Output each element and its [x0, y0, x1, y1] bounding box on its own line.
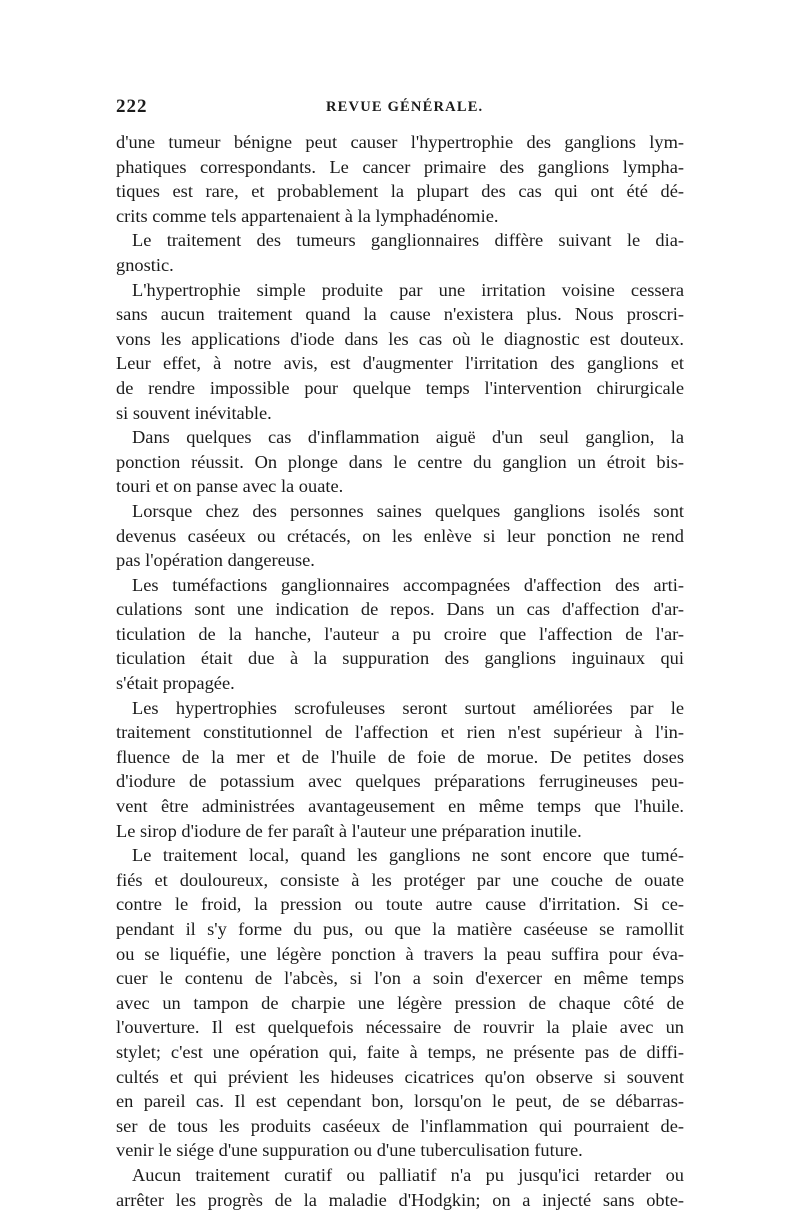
text-line: contre le froid, la pression ou toute autre cause d'irritation. Si ce- [116, 894, 684, 915]
text-line: L'hypertrophie simple produite par une irritation voisine cessera [132, 279, 684, 300]
text-line: traitement constitutionnel de l'affection et rien n'est supérieur à l'in- [116, 722, 684, 743]
paragraph [116, 425, 684, 499]
paragraph [116, 278, 684, 426]
running-title: REVUE GÉNÉRALE. [326, 99, 484, 115]
text-line: Le traitement local, quand les ganglions ne sont encore que tumé- [132, 845, 684, 866]
text-line: Les tuméfactions ganglionnaires accompagnées d'affection des arti- [132, 574, 684, 595]
text-line: tiques est rare, et probablement la plupart des cas qui ont été dé- [116, 181, 684, 202]
text-line: crits comme tels appartenaient à la lymphadénomie. [116, 205, 499, 226]
text-line: fluence de la mer et de l'huile de foie de morue. De petites doses [116, 746, 684, 767]
text-line: Aucun traitement curatif ou palliatif n'a pu jusqu'ici retarder ou [132, 1164, 684, 1185]
paragraph [116, 499, 684, 573]
text-line: vent être administrées avantageusement en même temps que l'huile. [116, 796, 684, 817]
paragraph [116, 228, 684, 277]
text-line: sans aucun traitement quand la cause n'existera plus. Nous proscri- [116, 304, 684, 325]
text-line: phatiques correspondants. Le cancer primaire des ganglions lympha- [116, 156, 684, 177]
text-line: venir le siége d'une suppuration ou d'une tuberculisation future. [116, 1140, 583, 1161]
paragraph [116, 843, 684, 1163]
text-line: de rendre impossible pour quelque temps l'intervention chirurgicale [116, 377, 684, 398]
text-line: avec un tampon de charpie une légère pression de chaque côté de [116, 992, 684, 1013]
text-line: devenus caséeux ou crétacés, on les enlève si leur ponction ne rend [116, 525, 684, 546]
book-page [116, 96, 684, 1212]
text-line: vons les applications d'iode dans les cas où le diagnostic est douteux. [116, 328, 684, 349]
text-line: Les hypertrophies scrofuleuses seront surtout améliorées par le [132, 697, 684, 718]
text-line: ticulation était due à la suppuration des ganglions inguinaux qui [116, 648, 684, 669]
paragraph [116, 573, 684, 696]
text-line: touri et on panse avec la ouate. [116, 476, 344, 497]
text-line: stylet; c'est une opération qui, faite à temps, ne présente pas de diffi- [116, 1041, 684, 1062]
text-line: Le traitement des tumeurs ganglionnaires diffère suivant le dia- [132, 230, 684, 251]
text-line: pas l'opération dangereuse. [116, 550, 315, 571]
text-line: s'était propagée. [116, 673, 235, 694]
text-line: ser de tous les produits caséeux de l'inflammation qui pourraient de- [116, 1115, 684, 1136]
text-line: Le sirop d'iodure de fer paraît à l'auteur une préparation inutile. [116, 820, 582, 841]
text-line: gnostic. [116, 254, 174, 275]
text-line: Dans quelques cas d'inflammation aiguë d'un seul ganglion, la [132, 427, 684, 448]
text-line: ponction réussit. On plonge dans le centre du ganglion un étroit bis- [116, 451, 684, 472]
paragraph [116, 1163, 684, 1212]
paragraph [116, 696, 684, 844]
running-head [116, 96, 684, 124]
text-line: cuer le contenu de l'abcès, si l'on a soin d'exercer en même temps [116, 968, 684, 989]
text-line: Leur effet, à notre avis, est d'augmenter l'irritation des ganglions et [116, 353, 684, 374]
text-line: l'ouverture. Il est quelquefois nécessaire de rouvrir la plaie avec un [116, 1017, 684, 1038]
page-number: 222 [116, 96, 148, 117]
text-line: d'une tumeur bénigne peut causer l'hypertrophie des ganglions lym- [116, 132, 684, 152]
text-line: pendant il s'y forme du pus, ou que la matière caséeuse se ramollit [116, 919, 684, 939]
text-line: d'iodure de potassium avec quelques préparations ferrugineuses peu- [116, 771, 684, 792]
text-line: fiés et douloureux, consiste à les protéger par une couche de ouate [116, 869, 684, 890]
text-line: culations sont une indication de repos. Dans un cas d'affection d'ar- [116, 599, 684, 620]
text-line: si souvent inévitable. [116, 402, 272, 423]
text-line: arrêter les progrès de la maladie d'Hodgkin; on a injecté sans obte- [116, 1189, 684, 1210]
text-line: en pareil cas. Il est cependant bon, lorsqu'on le peut, de se débarras- [116, 1091, 684, 1112]
text-line: ticulation de la hanche, l'auteur a pu croire que l'affection de l'ar- [116, 623, 684, 644]
text-line: cultés et qui prévient les hideuses cicatrices qu'on observe si souvent [116, 1066, 684, 1087]
text-line: ou se liquéfie, une légère ponction à travers la peau suffira pour éva- [116, 943, 684, 964]
paragraph [116, 130, 684, 228]
body-text [116, 130, 684, 1212]
text-line: Lorsque chez des personnes saines quelques ganglions isolés sont [132, 500, 684, 521]
